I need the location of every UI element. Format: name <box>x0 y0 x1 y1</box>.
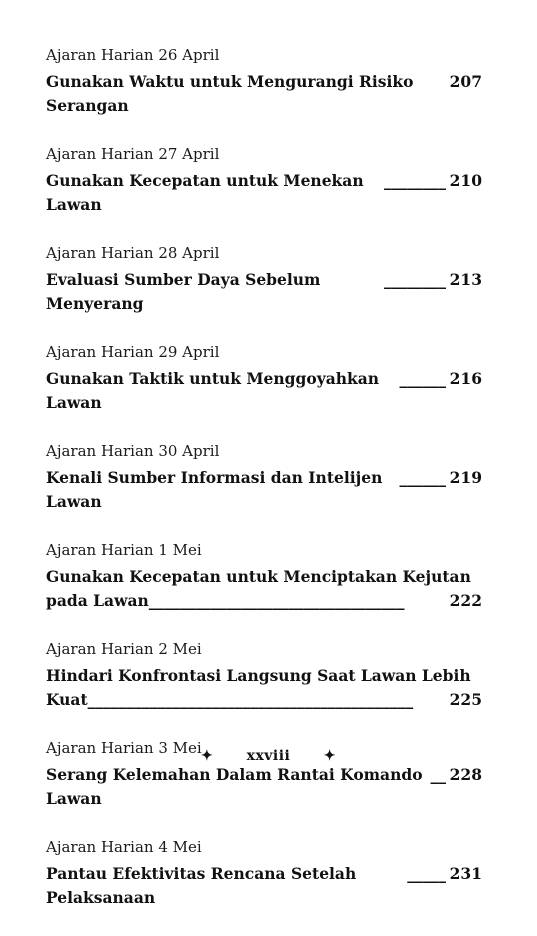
entry-title-row <box>46 565 482 589</box>
page-number: 225 <box>449 690 482 709</box>
leader-line: _____ <box>407 864 446 883</box>
toc-entry <box>46 45 482 118</box>
page-number: 222 <box>449 591 482 610</box>
entry-title-row <box>46 268 482 316</box>
ornament-star-icon: ✦ <box>200 748 214 764</box>
entry-title-row <box>46 70 482 118</box>
toc-entry <box>46 639 482 712</box>
entry-title-line-2: pada Lawan <box>46 591 149 610</box>
entry-title-row <box>46 589 482 613</box>
entry-title: Gunakan Kecepatan untuk Menekan Lawan <box>46 171 364 214</box>
page-number: 210 <box>449 171 482 190</box>
toc-entry <box>46 441 482 514</box>
leader-line: ________ <box>384 270 446 289</box>
leader-line: ______ <box>399 369 446 388</box>
entry-title-line-2: Kuat <box>46 690 88 709</box>
entry-title-row <box>46 763 482 811</box>
entry-date: Ajaran Harian 1 Mei <box>46 541 202 559</box>
page-number: 216 <box>449 369 482 388</box>
entry-title-row <box>46 862 482 910</box>
leader-line: ________ <box>384 171 446 190</box>
entry-title: Pantau Efektivitas Rencana Setelah Pelaksanaan <box>46 864 357 907</box>
toc-entry <box>46 342 482 415</box>
entry-title-row <box>46 688 482 712</box>
entry-title-line-1: Hindari Konfrontasi Langsung Saat Lawan Lebih <box>46 666 471 685</box>
ornament-star-icon: ✦ <box>323 748 336 764</box>
entry-title: Serang Kelemahan Dalam Rantai Komando Lawan <box>46 765 423 808</box>
entry-date: Ajaran Harian 4 Mei <box>46 838 202 856</box>
toc-entry <box>46 144 482 217</box>
toc-entry <box>46 540 482 613</box>
leader-line: ______ <box>399 468 446 487</box>
entry-title: Evaluasi Sumber Daya Sebelum Menyerang <box>46 270 321 313</box>
leader-line: __________________________________________ <box>87 690 414 709</box>
footer-page-number: xxviii <box>246 748 291 764</box>
entry-title: Gunakan Taktik untuk Menggoyahkan Lawan <box>46 369 380 412</box>
table-of-contents <box>46 45 482 936</box>
entry-title: Gunakan Waktu untuk Mengurangi Risiko Serangan <box>46 72 414 115</box>
toc-entry <box>46 243 482 316</box>
entry-title-line-1: Gunakan Kecepatan untuk Menciptakan Kejutan <box>46 567 471 586</box>
leader-line: __ <box>430 765 446 784</box>
entry-title-row <box>46 169 482 217</box>
entry-date: Ajaran Harian 3 Mei <box>46 739 202 757</box>
page-footer <box>0 748 537 764</box>
entry-date: Ajaran Harian 26 April <box>46 46 220 64</box>
entry-title: Kenali Sumber Informasi dan Intelijen Lawan <box>46 468 383 511</box>
page-number: 231 <box>449 864 482 883</box>
entry-date: Ajaran Harian 30 April <box>46 442 220 460</box>
entry-title-row <box>46 664 482 688</box>
entry-date: Ajaran Harian 29 April <box>46 343 220 361</box>
page-number: 228 <box>449 765 482 784</box>
toc-entry <box>46 837 482 910</box>
page-number: 213 <box>449 270 482 289</box>
entry-date: Ajaran Harian 27 April <box>46 145 220 163</box>
entry-title-row <box>46 466 482 514</box>
entry-date: Ajaran Harian 2 Mei <box>46 640 202 658</box>
entry-date: Ajaran Harian 28 April <box>46 244 220 262</box>
page-number: 219 <box>449 468 482 487</box>
leader-line: _________________________________ <box>148 591 405 610</box>
page-number: 207 <box>449 72 482 91</box>
entry-title-row <box>46 367 482 415</box>
